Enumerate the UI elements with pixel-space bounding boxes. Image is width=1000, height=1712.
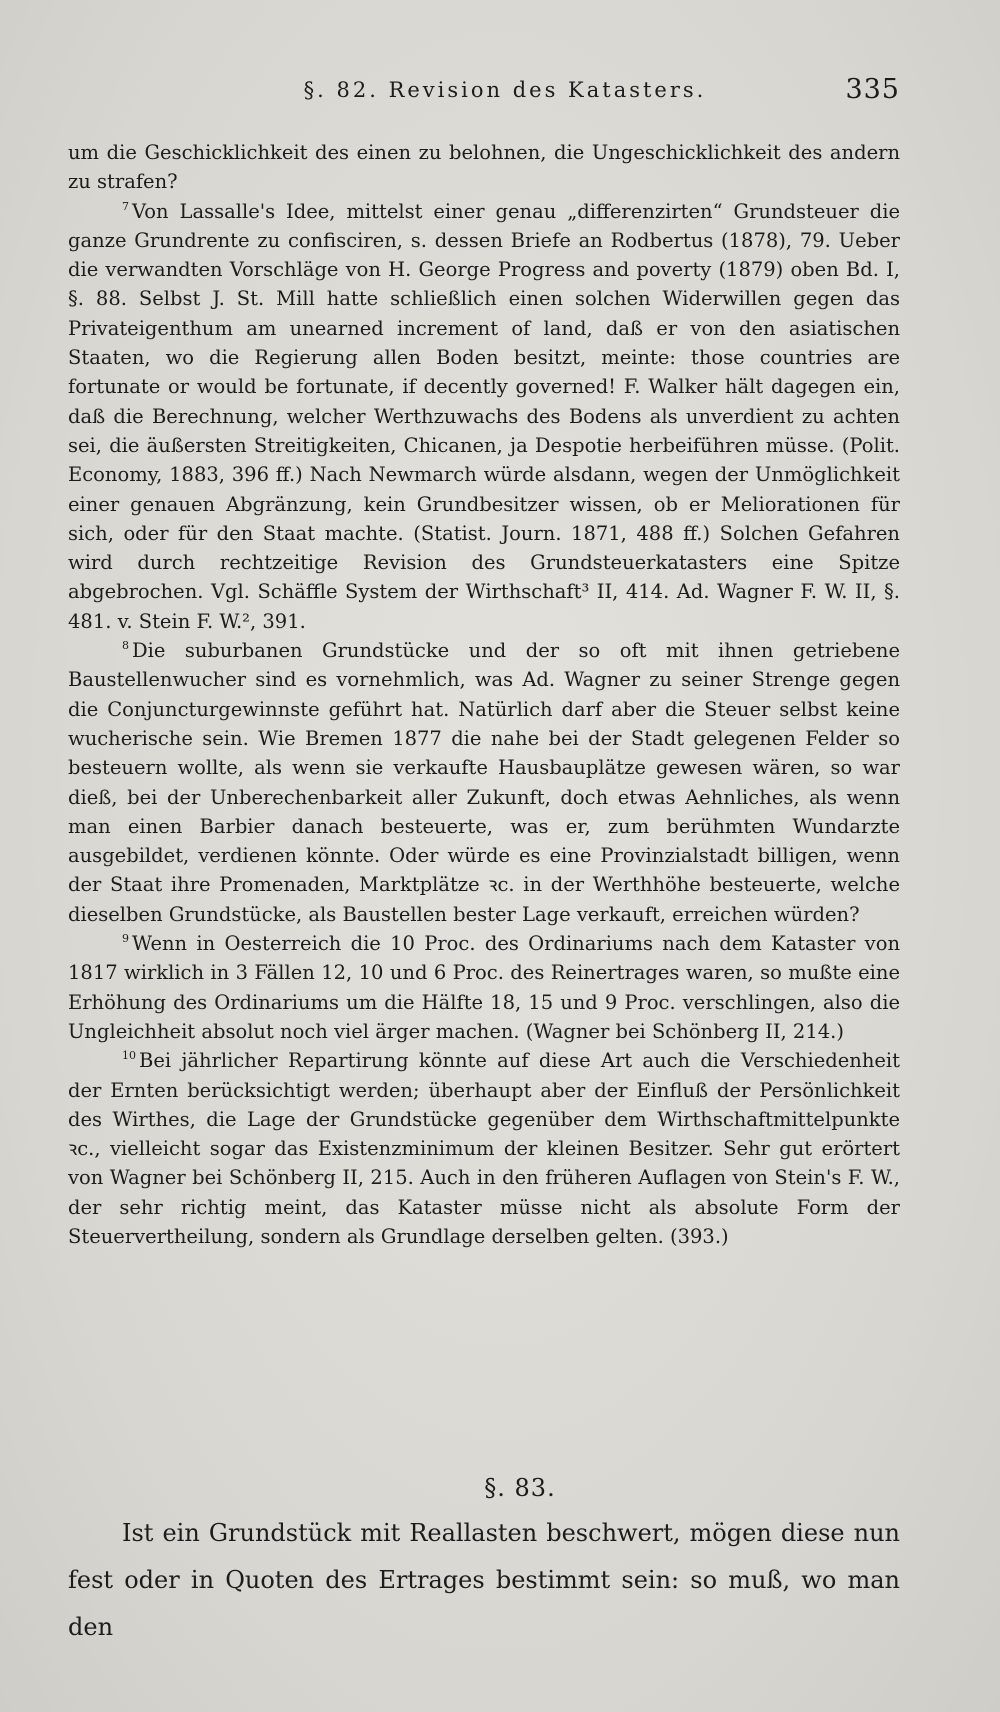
footnote-7 [68,197,900,636]
page-number: 335 [845,74,900,105]
footnote-marker: 10 [122,1049,136,1063]
section-title: §. 83. [484,1474,556,1502]
footnote-marker: 8 [122,639,129,653]
footnote-8 [68,636,900,929]
footnote-text: Bei jährlicher Repartirung könnte auf diese Art auch die Verschiedenheit der Ernten berücksichtigt werden; überhaupt aber der Einfluß der Persönlichkeit des Wirthes, die Lage der Grundstücke gegenüber dem Wirthschaftmittelpunkte ꝛc., vielleicht sogar das Existenzminimum der kleinen Besitzer. Sehr gut erörtert von Wagner bei Schönberg II, 215. Auch in den früheren Auflagen von Stein's F. W., der sehr richtig meint, das Kataster müsse nicht als absolute Form der Steuervertheilung, sondern als Grundlage derselben gelten. (393.) [68,1049,900,1248]
footnote-marker: 7 [122,199,129,213]
footnote-text: Von Lassalle's Idee, mittelst einer genau „differenzirten“ Grundsteuer die ganze Grundrente zu confisciren, s. dessen Briefe an Rodbertus (1878), 79. Ueber die verwandten Vorschläge von H. George Progress and poverty (1879) oben Bd. I, §. 88. Selbst J. St. Mill hatte schließlich einen solchen Widerwillen gegen das Privateigenthum am unearned increment of land, daß er von den asiatischen Staaten, wo die Regierung allen Boden besitzt, meinte: those countries are fortunate or would be fortunate, if decently governed! F. Walker hält dagegen ein, daß die Berechnung, welcher Werthzuwachs des Bodens als unverdient zu achten sei, die äußersten Streitigkeiten, Chicanen, ja Despotie herbeiführen müsse. (Polit. Economy, 1883, 396 ff.) Nach Newmarch würde alsdann, wegen der Unmöglichkeit einer genauen Abgränzung, kein Grundbesitzer wissen, ob er Meliorationen für sich, oder für den Staat machte. (Statist. Journ. 1871, 488 ff.) Solchen Gefahren wird durch rechtzeitige Revision des Grundsteuerkatasters eine Spitze abgebrochen. Vgl. Schäffle System der Wirthschaft³ II, 414. Ad. Wagner F. W. II, §. 481. v. Stein F. W.², 391. [68,199,900,633]
running-head: §. 82. Revision des Katasters. [303,78,707,102]
footnote-text: Die suburbanen Grundstücke und der so oft mit ihnen getriebene Baustellenwucher sind es vornehmlich, was Ad. Wagner zu seiner Strenge gegen die Conjuncturgewinnste geführt hat. Natürlich darf aber die Steuer selbst keine wucherische sein. Wie Bremen 1877 die nahe bei der Stadt gelegenen Felder so besteuern wollte, als wenn sie verkaufte Hausbauplätze gewesen wären, so war dieß, bei der Unberechenbarkeit aller Zukunft, doch etwas Aehnliches, als wenn man einen Barbier danach besteuerte, was er, zum berühmten Wundarzte ausgebildet, verdienen könnte. Oder würde es eine Provinzialstadt billigen, wenn der Staat ihre Promenaden, Marktplätze ꝛc. in der Werthhöhe besteuerte, welche dieselben Grundstücke, als Baustellen bester Lage verkauft, erreichen würden? [68,639,900,926]
footnote-marker: 9 [122,932,129,946]
footnote-10 [68,1046,900,1251]
section-paragraph: Ist ein Grundstück mit Reallasten beschwert, mögen diese nun fest oder in Quoten des Ertrages bestimmt sein: so muß, wo man den [68,1519,900,1641]
footnote-text: um die Geschicklichkeit des einen zu belohnen, die Ungeschicklichkeit des andern zu strafen? [68,141,900,194]
footnotes [68,138,900,1251]
page-header [60,72,900,112]
main-text [68,1510,900,1651]
footnote-continuation [68,138,900,197]
footnote-text: Wenn in Oesterreich die 10 Proc. des Ordinariums nach dem Kataster von 1817 wirklich in 3 Fällen 12, 10 und 6 Proc. des Reinertrages waren, so mußte eine Erhöhung des Ordinariums um die Hälfte 18, 15 und 9 Proc. verschlingen, also die Ungleichheit absolut noch viel ärger machen. (Wagner bei Schönberg II, 214.) [68,932,900,1043]
footnote-9 [68,929,900,1046]
